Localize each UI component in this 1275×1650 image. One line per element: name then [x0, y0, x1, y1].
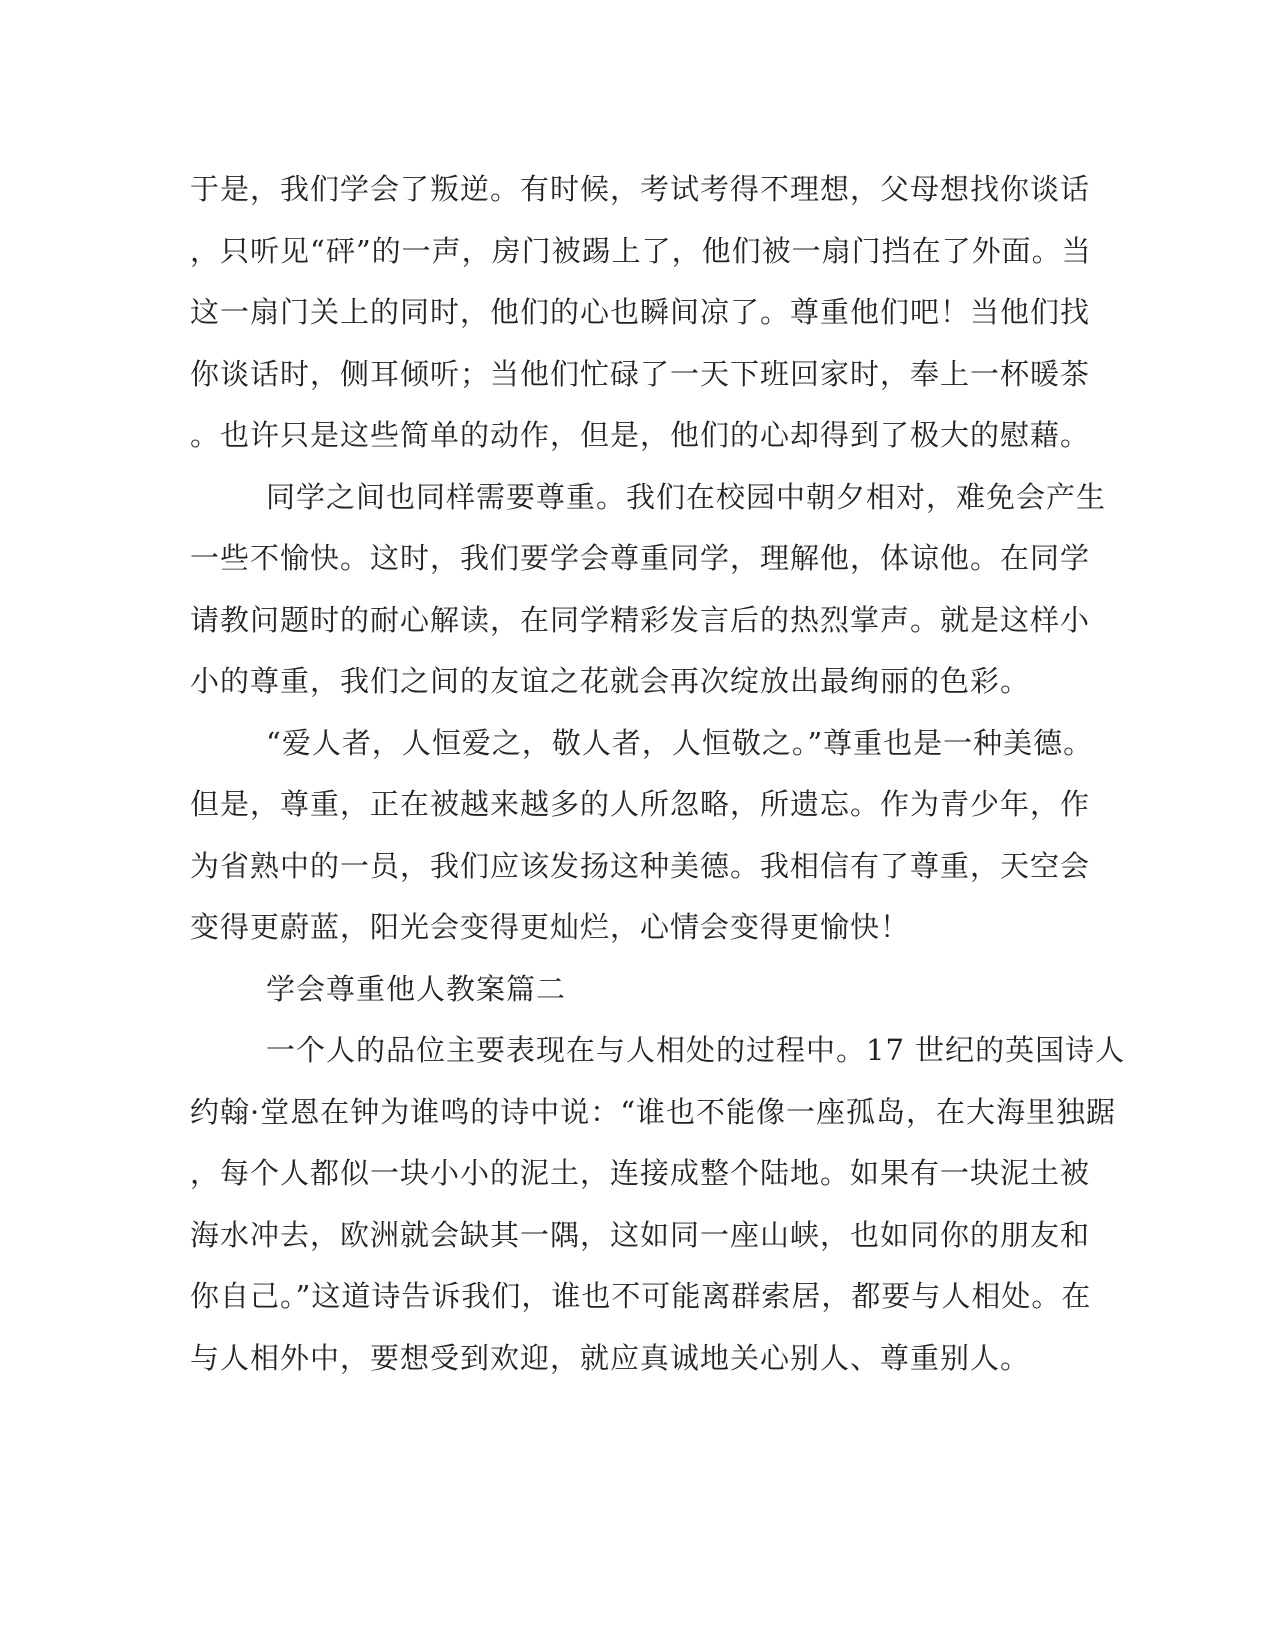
text-line: 你自己。”这道诗告诉我们，谁也不可能离群索居，都要与人相处。在 [190, 1279, 1092, 1313]
text-line: 一些不愉快。这时，我们要学会尊重同学，理解他，体谅他。在同学 [190, 541, 1091, 575]
text-line: 这一扇门关上的同时，他们的心也瞬间凉了。尊重他们吧！当他们找 [190, 295, 1091, 329]
text-line: 请教问题时的耐心解读，在同学精彩发言后的热烈掌声。就是这样小 [190, 602, 1091, 637]
text-line: 为省熟中的一员，我们应该发扬这种美德。我相信有了尊重，天空会 [190, 848, 1091, 883]
text-line: “爱人者，人恒爱之，敬人者，人恒敬之。”尊重也是一种美德。 [266, 725, 1094, 760]
text-line: 与人相外中，要想受到欢迎，就应真诚地关心别人、尊重别人。 [190, 1340, 1031, 1375]
text-line: ，每个人都似一块小小的泥土，连接成整个陆地。如果有一块泥土被 [190, 1156, 1091, 1190]
text-line: 变得更蔚蓝，阳光会变得更灿烂，心情会变得更愉快！ [190, 910, 911, 944]
text-line: 海水冲去，欧洲就会缺其一隅，这如同一座山峡，也如同你的朋友和 [190, 1217, 1091, 1252]
text-line: 约翰·堂恩在钟为谁鸣的诗中说：“谁也不能像一座孤岛，在大海里独踞 [190, 1094, 1117, 1129]
text-line: 但是，尊重，正在被越来越多的人所忽略，所遗忘。作为青少年，作 [190, 787, 1091, 821]
text-line: 。也许只是这些简单的动作，但是，他们的心却得到了极大的慰藉。 [190, 418, 1091, 452]
document-body [190, 159, 1126, 1389]
text-line: 你谈话时，侧耳倾听；当他们忙碌了一天下班回家时，奉上一杯暖茶 [190, 356, 1091, 391]
text-line: 同学之间也同样需要尊重。我们在校园中朝夕相对，难免会产生 [266, 479, 1107, 514]
text-line: 一个人的品位主要表现在与人相处的过程中。17 世纪的英国诗人 [266, 1033, 1126, 1067]
text-line: 于是，我们学会了叛逆。有时候，考试考得不理想，父母想找你谈话 [190, 172, 1091, 206]
section-heading: 学会尊重他人教案篇二 [266, 971, 567, 1006]
text-line: 小的尊重，我们之间的友谊之花就会再次绽放出最绚丽的色彩。 [190, 664, 1031, 698]
text-line: ，只听见“砰”的一声，房门被踢上了，他们被一扇门挡在了外面。当 [190, 233, 1092, 268]
